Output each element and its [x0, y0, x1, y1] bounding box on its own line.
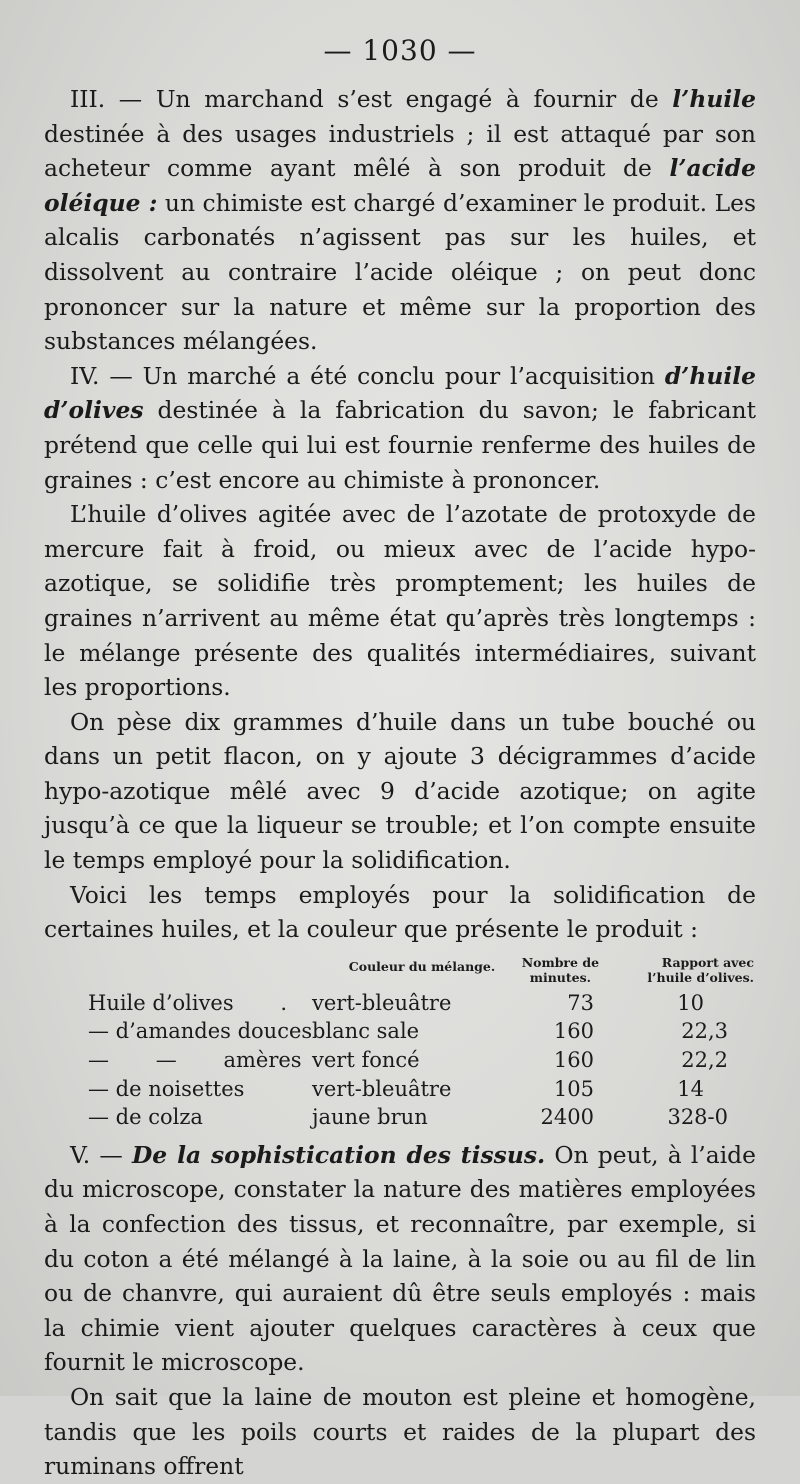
page-text — [44, 82, 756, 1484]
table-row — [44, 1103, 756, 1132]
table-row — [44, 989, 756, 1018]
table-row — [44, 1017, 756, 1046]
header-rapport: Rapport avec l’huile d’olives. — [647, 954, 754, 985]
paragraph-IV-italic: d’huile d’olives — [44, 361, 756, 425]
paragraph-III-lead: III. — Un marchand s’est engagé à fournir de — [70, 85, 673, 113]
oil-name: — d’amandes douces — [88, 1019, 313, 1044]
paragraph-III-mid: destinée à des usages industriels ; il est attaqué par son acheteur comme ayant mêlé à son produit de — [44, 119, 756, 183]
oil-color: vert-bleuâtre — [312, 990, 452, 1015]
oil-minutes: 160 — [553, 1019, 594, 1044]
paragraph-V-lead: V. — — [70, 1140, 133, 1169]
paragraph-wool: On sait que la laine de mouton est pleine et homogène, tandis que les poils courts et raides de la plupart des ruminans offrent — [44, 1382, 756, 1481]
header-couleur: Couleur du mélange. — [348, 958, 496, 974]
paragraph-IV — [44, 359, 756, 497]
paragraph-IV-tail: destinée à la fabrication du savon; le fabricant prétend que celle qui lui est fournie renferme des huiles de graines : c’est encore au chimiste à prononcer. — [44, 396, 756, 494]
oil-color: vert-bleuâtre — [312, 1076, 452, 1101]
table-row — [44, 1075, 756, 1104]
oil-ratio: 14 — [677, 1076, 704, 1101]
oil-name: — — amères — [88, 1048, 302, 1073]
paragraph-V-italic: De la sophistication des tissus. — [132, 1140, 546, 1169]
oil-name: Huile d’olives . — [88, 990, 288, 1015]
oil-color: blanc sale — [312, 1019, 420, 1044]
solidification-table — [44, 955, 756, 1132]
oil-ratio: 328-0 — [667, 1105, 728, 1130]
table-row — [44, 1046, 756, 1075]
paragraph-V-tail: On peut, à l’aide du microscope, constater la nature des matières employées à la confection des tissus, et reconnaître, par exemple, si du coton a été mélangé à la laine, à la soie ou au fil de lin ou de chanvre, qui auraient dû être seuls employés : mais la chimie vient ajouter quelques caractères à ceux que fournit le microscope. — [44, 1140, 756, 1377]
paragraph-III-tail: un chimiste est chargé d’examiner le produit. Les alcalis carbonatés n’agissent pas sur les huiles, et dissolvent au contraire l’acide oléique ; on peut donc prononcer sur la nature et même sur la proportion des substances mélangées. — [44, 188, 757, 356]
page-number: — 1030 — — [323, 34, 477, 67]
oil-ratio: 22,2 — [681, 1048, 728, 1073]
oil-name: — de noisettes — [88, 1076, 245, 1101]
paragraph-table-intro: Voici les temps employés pour la solidification de certaines huiles, et la couleur que présente le produit : — [44, 880, 756, 944]
paragraph-III — [44, 82, 756, 359]
paragraph-olive-test: L’huile d’olives agitée avec de l’azotate de protoxyde de mercure fait à froid, ou mieux avec de l’acide hypo-azotique, se solidifie très promptement; les huiles de graines n’arrivent au même état qu’après très longtemps : le mélange présente des qualités intermédiaires, suivant les proportions. — [44, 500, 756, 702]
oil-ratio: 22,3 — [681, 1019, 728, 1044]
oil-color: vert foncé — [312, 1048, 420, 1073]
oil-minutes: 73 — [567, 990, 594, 1015]
paragraph-method: On pèse dix grammes d’huile dans un tube bouché ou dans un petit flacon, on y ajoute 3 décigrammes d’acide hypo-azotique mêlé avec 9 d’acide azotique; on agite jusqu’à ce que la liqueur se trouble; et l’on compte ensuite le temps employé pour la solidification. — [44, 707, 756, 875]
oil-name: — de colza — [88, 1105, 203, 1130]
oil-minutes: 2400 — [540, 1105, 594, 1130]
table-header — [44, 955, 756, 989]
oil-minutes: 160 — [553, 1048, 594, 1073]
paragraph-III-italic-huile: l’huile — [672, 85, 756, 113]
paragraph-V — [44, 1138, 756, 1380]
paragraph-III-italic-acide: l’acide oléique : — [44, 154, 756, 217]
oil-ratio: 10 — [677, 990, 704, 1015]
header-nombre: Nombre de minutes. — [521, 954, 600, 985]
oil-minutes: 105 — [553, 1076, 594, 1101]
oil-color: jaune brun — [312, 1105, 428, 1130]
paragraph-IV-lead: IV. — Un marché a été conclu pour l’acquisition — [70, 361, 665, 390]
